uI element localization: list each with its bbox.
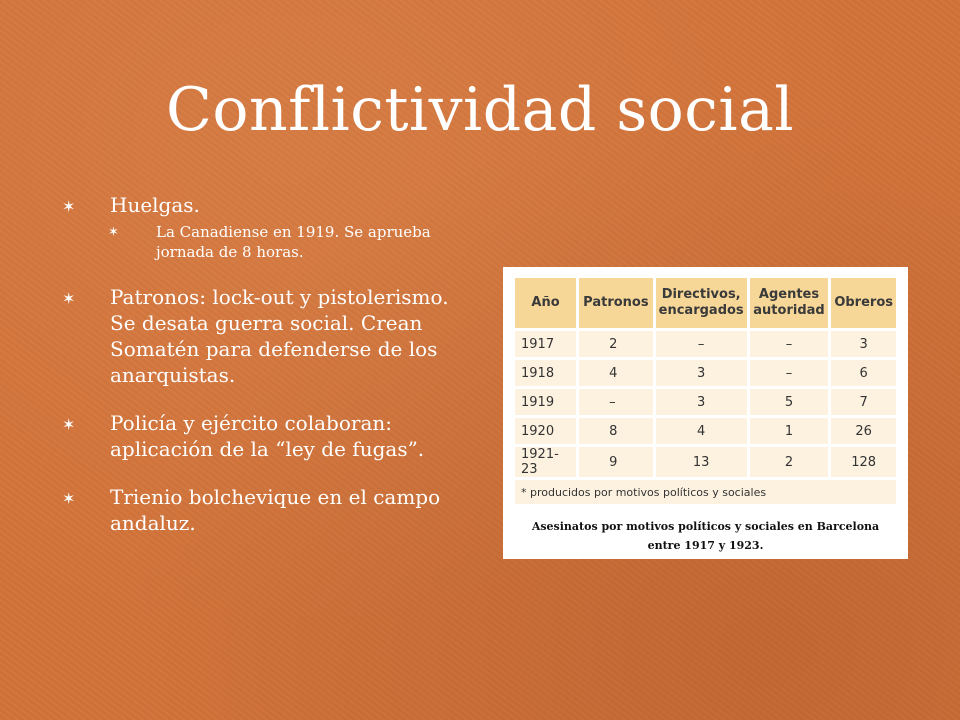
- table-caption: [503, 517, 908, 555]
- table-cell: 4: [654, 417, 748, 446]
- table-cell: 5: [748, 388, 830, 417]
- sub-bullet-text: La Canadiense en 1919. Se aprueba jornada de 8 horas.: [156, 223, 431, 261]
- bullet-text: Huelgas.: [110, 193, 200, 217]
- table-row: [514, 330, 898, 359]
- star-bullet-icon: ✶: [62, 415, 76, 434]
- table-cell: 1918: [514, 359, 578, 388]
- bullet-item: [62, 284, 462, 388]
- table-note-row: [514, 479, 898, 506]
- bullet-text: Patronos: lock-out y pistolerismo. Se desata guerra social. Crean Somatén para defenderse de los anarquistas.: [110, 285, 449, 387]
- bullet-item: [62, 192, 462, 262]
- table-row: [514, 417, 898, 446]
- table-cell: –: [748, 330, 830, 359]
- star-bullet-icon: ✶: [62, 289, 76, 308]
- table-cell: 26: [830, 417, 898, 446]
- star-bullet-icon: ✶: [108, 225, 119, 240]
- table-cell: 6: [830, 359, 898, 388]
- sub-bullet-item: [108, 222, 462, 262]
- column-header: Obreros: [830, 277, 898, 330]
- bullet-item: [62, 484, 462, 536]
- column-header: Año: [514, 277, 578, 330]
- table-cell: –: [578, 388, 655, 417]
- bullet-text: Policía y ejército colaboran: aplicación de la “ley de fugas”.: [110, 411, 425, 461]
- column-header: Patronos: [578, 277, 655, 330]
- bullet-text: Trienio bolchevique en el campo andaluz.: [110, 485, 441, 535]
- table-cell: 3: [830, 330, 898, 359]
- table-cell: 8: [578, 417, 655, 446]
- table-cell: 1919: [514, 388, 578, 417]
- bullet-item: [62, 410, 462, 462]
- slide-title: Conflictividad social: [165, 75, 795, 145]
- table-row: [514, 388, 898, 417]
- caption-line: Asesinatos por motivos políticos y sociales en Barcelona: [531, 520, 880, 533]
- table-row: [514, 359, 898, 388]
- table-cell: 1: [748, 417, 830, 446]
- table-cell: –: [748, 359, 830, 388]
- table-figure: [503, 267, 908, 559]
- table-cell: 1917: [514, 330, 578, 359]
- table-note: * producidos por motivos políticos y sociales: [514, 479, 898, 506]
- star-bullet-icon: ✶: [62, 489, 76, 508]
- table-header-row: [514, 277, 898, 330]
- table-cell: 4: [578, 359, 655, 388]
- table-cell: 7: [830, 388, 898, 417]
- table-row: [514, 446, 898, 479]
- table-cell: 1920: [514, 417, 578, 446]
- table-cell: 13: [654, 446, 748, 479]
- sub-bullet-list: [110, 222, 462, 262]
- caption-line: entre 1917 y 1923.: [647, 539, 764, 552]
- data-table: [512, 275, 899, 507]
- star-bullet-icon: ✶: [62, 197, 76, 216]
- table-cell: 2: [748, 446, 830, 479]
- table-cell: 3: [654, 388, 748, 417]
- table-cell: –: [654, 330, 748, 359]
- bullet-list: [62, 192, 462, 558]
- table-cell: 128: [830, 446, 898, 479]
- table-cell: 2: [578, 330, 655, 359]
- table-cell: 9: [578, 446, 655, 479]
- table-cell: 3: [654, 359, 748, 388]
- column-header: Directivos, encargados: [654, 277, 748, 330]
- column-header: Agentes autoridad: [748, 277, 830, 330]
- table-cell: 1921-23: [514, 446, 578, 479]
